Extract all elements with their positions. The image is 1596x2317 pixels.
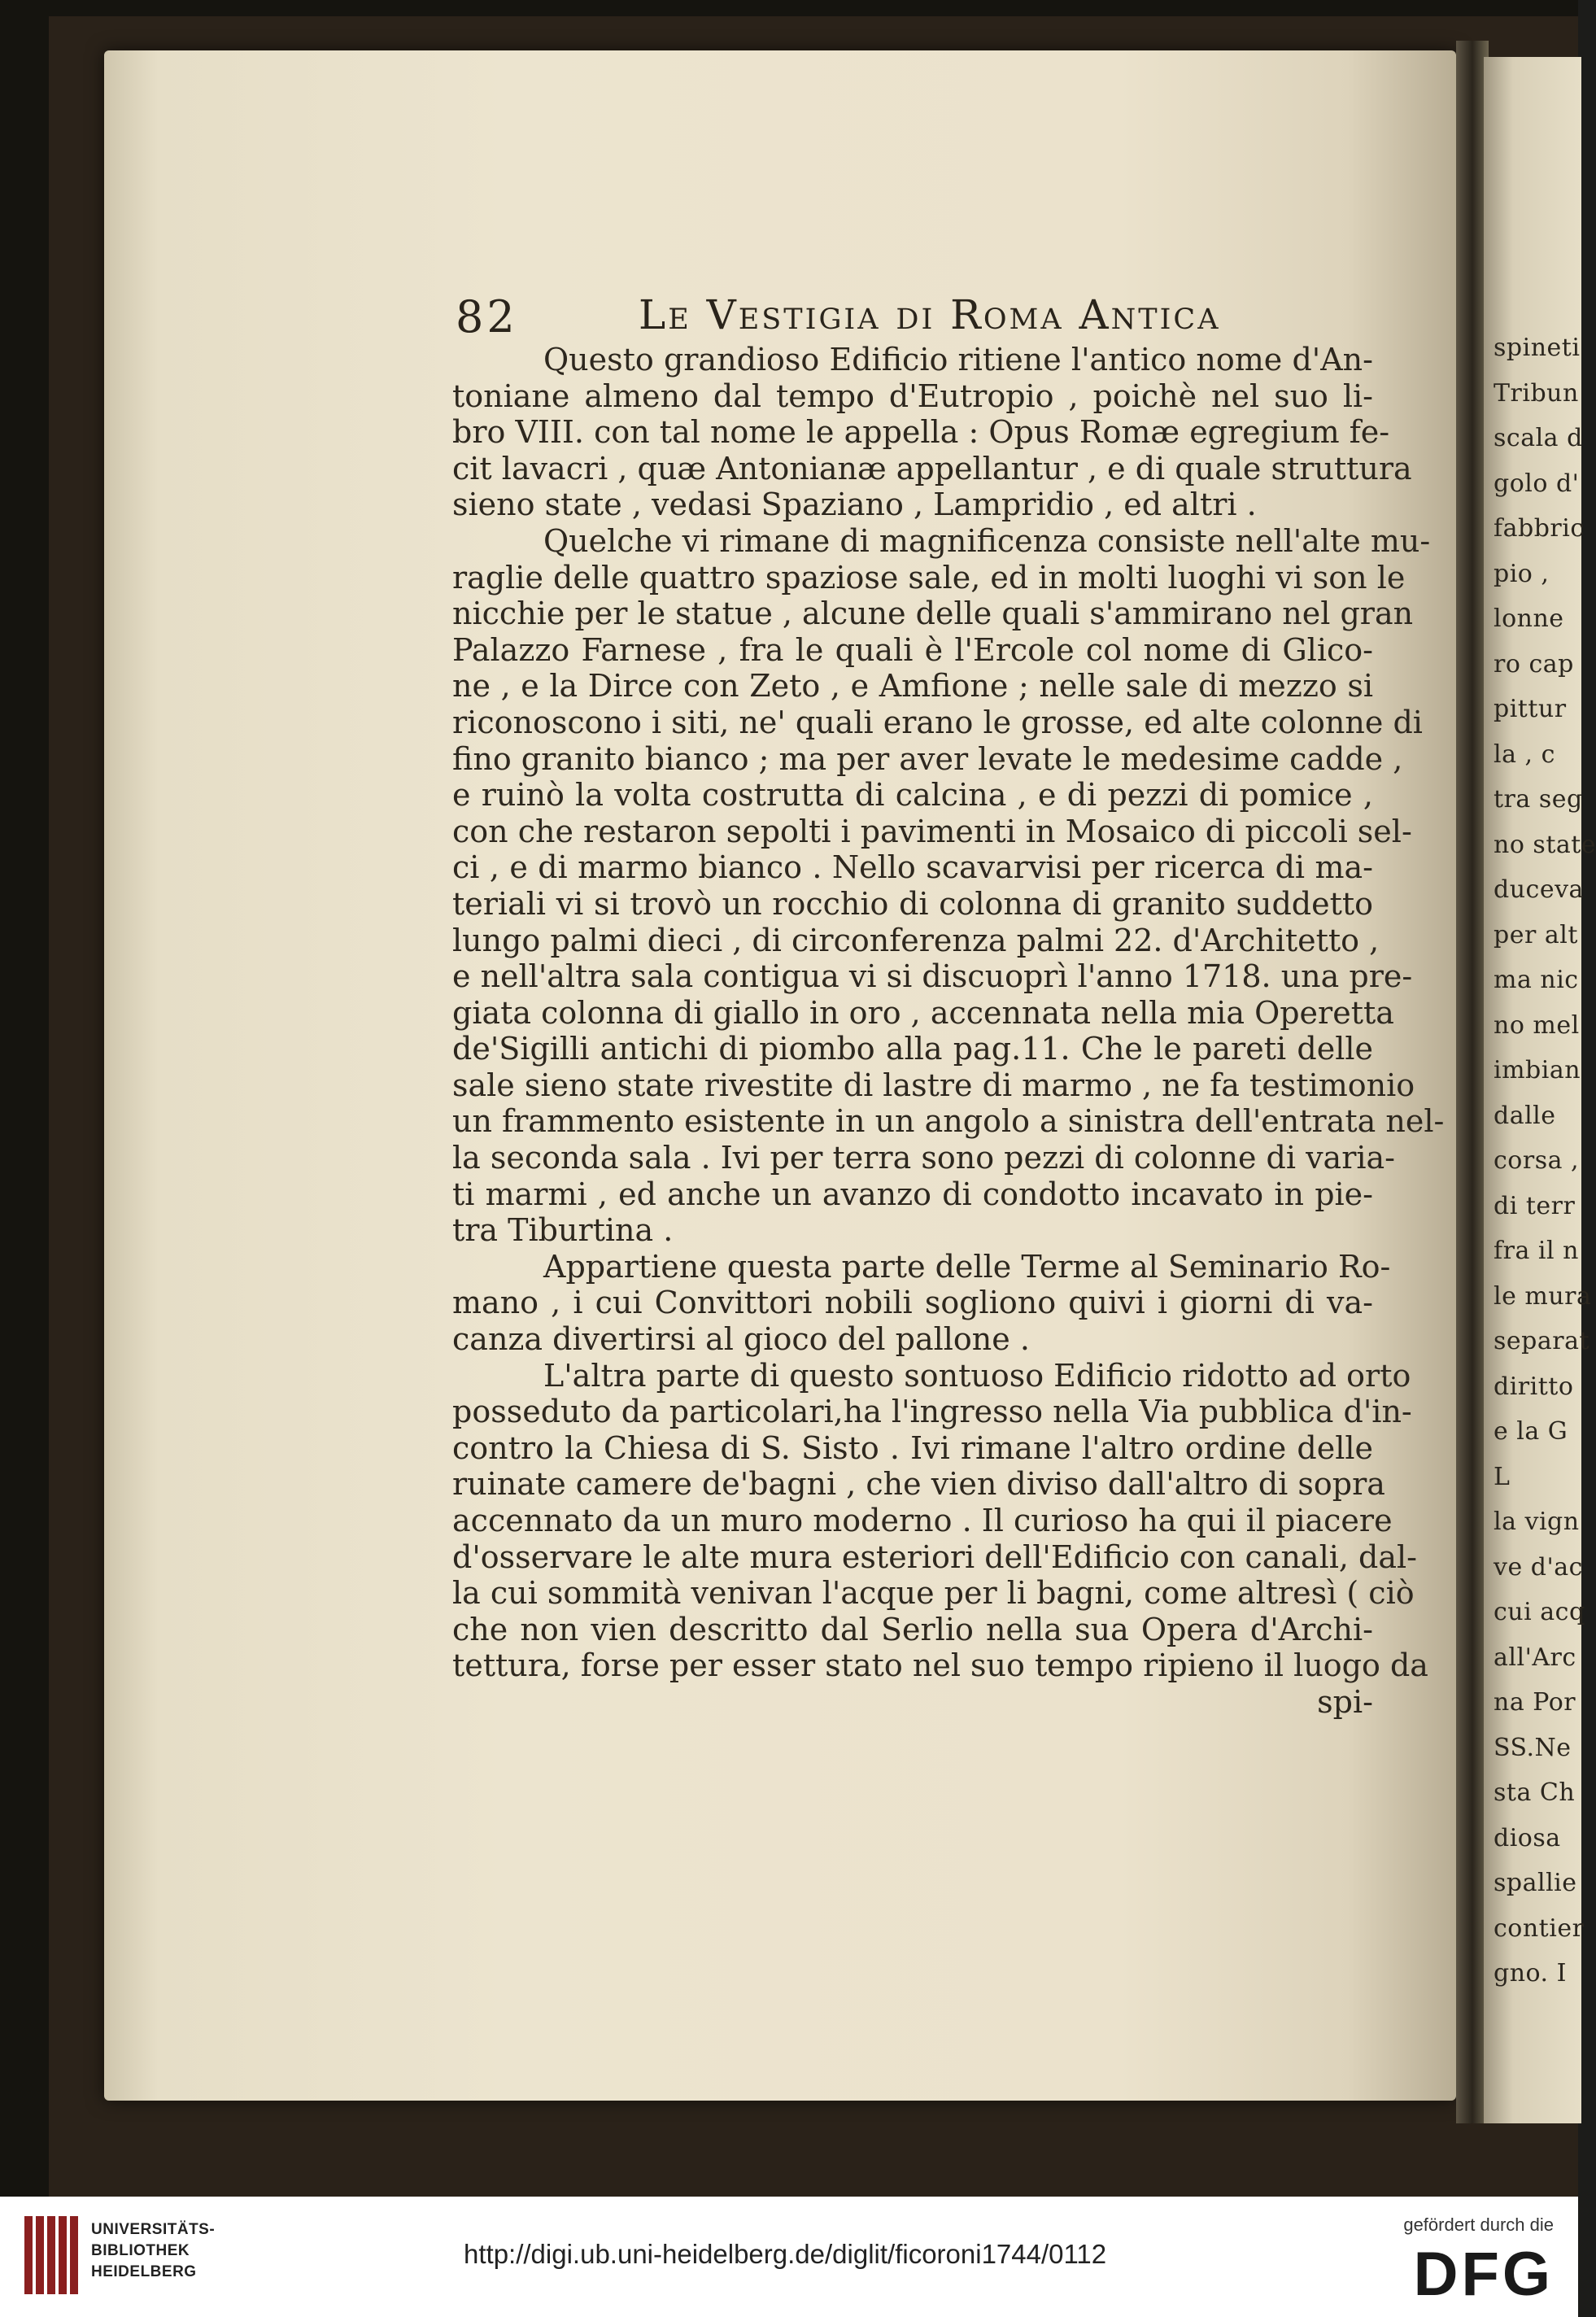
- text-line: tra Tiburtina .: [452, 1212, 674, 1249]
- facing-page-fragment: Tribun: [1494, 378, 1579, 408]
- facing-page-fragment: le mura: [1494, 1281, 1592, 1311]
- text-line: e nell'altra sala contigua vi si discuoprì l'anno 1718. una pre-: [452, 958, 1413, 995]
- text-line: tettura, forse per esser stato nel suo tempo ripieno il luogo da: [452, 1647, 1428, 1684]
- facing-page-fragment: duceva: [1494, 875, 1584, 904]
- facing-page-fragment: ve d'ac: [1494, 1552, 1583, 1582]
- text-line: che non vien descritto dal Serlio nella sua Opera d'Archi-: [452, 1611, 1373, 1647]
- page-number: 82: [456, 291, 518, 343]
- facing-page-fragment: all'Arc: [1494, 1643, 1576, 1672]
- page-body-text: [452, 342, 1445, 1721]
- facing-page-fragment: diritto: [1494, 1372, 1574, 1401]
- facing-page-fragment: dalle: [1494, 1101, 1556, 1130]
- text-line: d'osservare le alte mura esteriori dell'Edificio con canali, dal-: [452, 1538, 1418, 1575]
- text-line: Appartiene questa parte delle Terme al Seminario Ro-: [543, 1248, 1391, 1285]
- text-line: toniane almeno dal tempo d'Eutropio , poichè nel suo li-: [452, 377, 1373, 414]
- running-title: Le Vestigia di Roma Antica: [639, 291, 1221, 338]
- facing-page-fragment: corsa ,: [1494, 1146, 1580, 1175]
- text-line: sieno state , vedasi Spaziano , Lampridio , ed altri .: [452, 487, 1257, 523]
- facing-page-fragment: la vign: [1494, 1508, 1580, 1536]
- text-line: raglie delle quattro spaziose sale, ed in molti luoghi vi son le: [452, 559, 1406, 596]
- university-seal-icon: [15, 2211, 88, 2299]
- facing-page-fragment: ma nic: [1494, 966, 1579, 994]
- text-line: un frammento esistente in un angolo a sinistra dell'entrata nel-: [452, 1103, 1445, 1140]
- text-line: la seconda sala . Ivi per terra sono pezzi di colonne di varia-: [452, 1140, 1396, 1176]
- text-line: Quelche vi rimane di magnificenza consiste nell'alte mu-: [543, 522, 1431, 559]
- facing-page-fragment: ro cap: [1494, 649, 1574, 679]
- facing-page-fragment: per alt: [1494, 920, 1578, 949]
- library-name-line: BIBLIOTHEK: [91, 2242, 190, 2259]
- library-name-line: HEIDELBERG: [91, 2263, 197, 2280]
- text-line: nicchie per le statue , alcune delle quali s'ammirano nel gran: [452, 596, 1414, 632]
- facing-page-fragment: scala d: [1494, 424, 1583, 452]
- facing-page-fragment: cui acq: [1494, 1598, 1585, 1626]
- permalink-url[interactable]: http://digi.ub.uni-heidelberg.de/diglit/ficoroni1744/0112: [464, 2239, 1107, 2269]
- facing-page-fragment: contier: [1494, 1913, 1585, 1943]
- facing-page-fragment: la , c: [1494, 740, 1555, 769]
- text-line: ti marmi , ed anche un avanzo di condotto incavato in pie-: [452, 1176, 1373, 1212]
- facing-page-fragment: SS.Ne: [1494, 1733, 1572, 1762]
- facing-page-fragment: fabbric: [1494, 514, 1585, 543]
- facing-page-fragment: L: [1494, 1462, 1511, 1491]
- text-line: riconoscono i siti, ne' quali erano le grosse, ed alte colonne di: [452, 704, 1423, 740]
- facing-page-fragment: tra seg: [1494, 785, 1583, 814]
- text-line: giata colonna di giallo in oro , accennata nella mia Operetta: [452, 994, 1394, 1031]
- text-line: cit lavacri , quæ Antonianæ appellantur , e di quale struttura: [452, 450, 1412, 487]
- facing-page-fragment: spineti: [1494, 334, 1581, 362]
- text-line: Questo grandioso Edificio ritiene l'antico nome d'An-: [543, 342, 1373, 377]
- facing-page-fragment: pittur: [1494, 695, 1567, 723]
- text-line: con che restaron sepolti i pavimenti in Mosaico di piccoli sel-: [452, 813, 1412, 849]
- text-line: teriali vi si trovò un rocchio di colonna di granito suddetto: [452, 885, 1373, 922]
- text-line: L'altra parte di questo sontuoso Edificio ridotto ad orto: [543, 1357, 1411, 1394]
- dfg-logo: DFG: [1413, 2240, 1554, 2309]
- facing-page-fragment: diosa: [1494, 1823, 1561, 1852]
- facing-page-fragment: gno. I: [1494, 1959, 1567, 1988]
- facing-page-fragment: no mel: [1494, 1010, 1580, 1040]
- facing-page-fragment: pio ,: [1494, 559, 1550, 588]
- facing-page-fragment: no state: [1494, 830, 1596, 859]
- text-line: ruinate camere de'bagni , che vien diviso dall'altro di sopra: [452, 1466, 1385, 1503]
- text-line: accennato da un muro moderno . Il curioso ha qui il piacere: [452, 1503, 1393, 1538]
- facing-page-fragment: golo d': [1494, 469, 1580, 498]
- text-line: la cui sommità venivan l'acque per li bagni, come altresì ( ciò: [452, 1575, 1415, 1612]
- facing-page-fragment: spallie: [1494, 1869, 1577, 1897]
- text-line: Palazzo Farnese , fra le quali è l'Ercole col nome di Glico-: [452, 631, 1373, 668]
- text-line: lungo palmi dieci , di circonferenza palmi 22. d'Architetto ,: [452, 922, 1380, 958]
- text-line: mano , i cui Convittori nobili sogliono quivi i giorni di va-: [452, 1285, 1373, 1321]
- facing-page-fragment: separat: [1494, 1327, 1590, 1355]
- text-line: bro VIII. con tal nome le appella : Opus Romæ egregium fe-: [452, 414, 1390, 451]
- text-line: fino granito bianco ; ma per aver levate le medesime cadde ,: [452, 740, 1403, 777]
- facing-page-fragment: lonne: [1494, 604, 1564, 633]
- text-line: de'Sigilli antichi di piombo alla pag.11. Che le pareti delle: [452, 1031, 1373, 1067]
- facing-page-fragment: sta Ch: [1494, 1778, 1576, 1807]
- library-name-line: UNIVERSITÄTS-: [91, 2221, 216, 2238]
- facing-page-fragment: fra il n: [1494, 1237, 1579, 1265]
- facing-page-edge: [1484, 57, 1596, 2123]
- text-line: ci , e di marmo bianco . Nello scavarvisi per ricerca di ma-: [452, 849, 1373, 886]
- library-name: [91, 2219, 215, 2283]
- text-line: ne , e la Dirce con Zeto , e Amfione ; nelle sale di mezzo si: [452, 668, 1373, 705]
- text-line: sale sieno state rivestite di lastre di marmo , ne fa testimonio: [452, 1067, 1415, 1103]
- text-line: spi-: [1317, 1683, 1373, 1720]
- footer-bar: [0, 2197, 1578, 2317]
- text-line: e ruinò la volta costrutta di calcina , e di pezzi di pomice ,: [452, 777, 1373, 814]
- facing-page-fragment: na Por: [1494, 1688, 1576, 1717]
- facing-page-fragment: di terr: [1494, 1191, 1576, 1220]
- sponsor-caption: gefördert durch die: [1403, 2214, 1554, 2235]
- text-line: canza divertirsi al gioco del pallone .: [452, 1321, 1030, 1358]
- facing-page-fragment: imbian: [1494, 1056, 1581, 1084]
- text-line: posseduto da particolari,ha l'ingresso nella Via pubblica d'in-: [452, 1394, 1412, 1430]
- facing-page-fragment: e la G: [1494, 1417, 1568, 1446]
- text-line: contro la Chiesa di S. Sisto . Ivi rimane l'altro ordine delle: [452, 1429, 1373, 1466]
